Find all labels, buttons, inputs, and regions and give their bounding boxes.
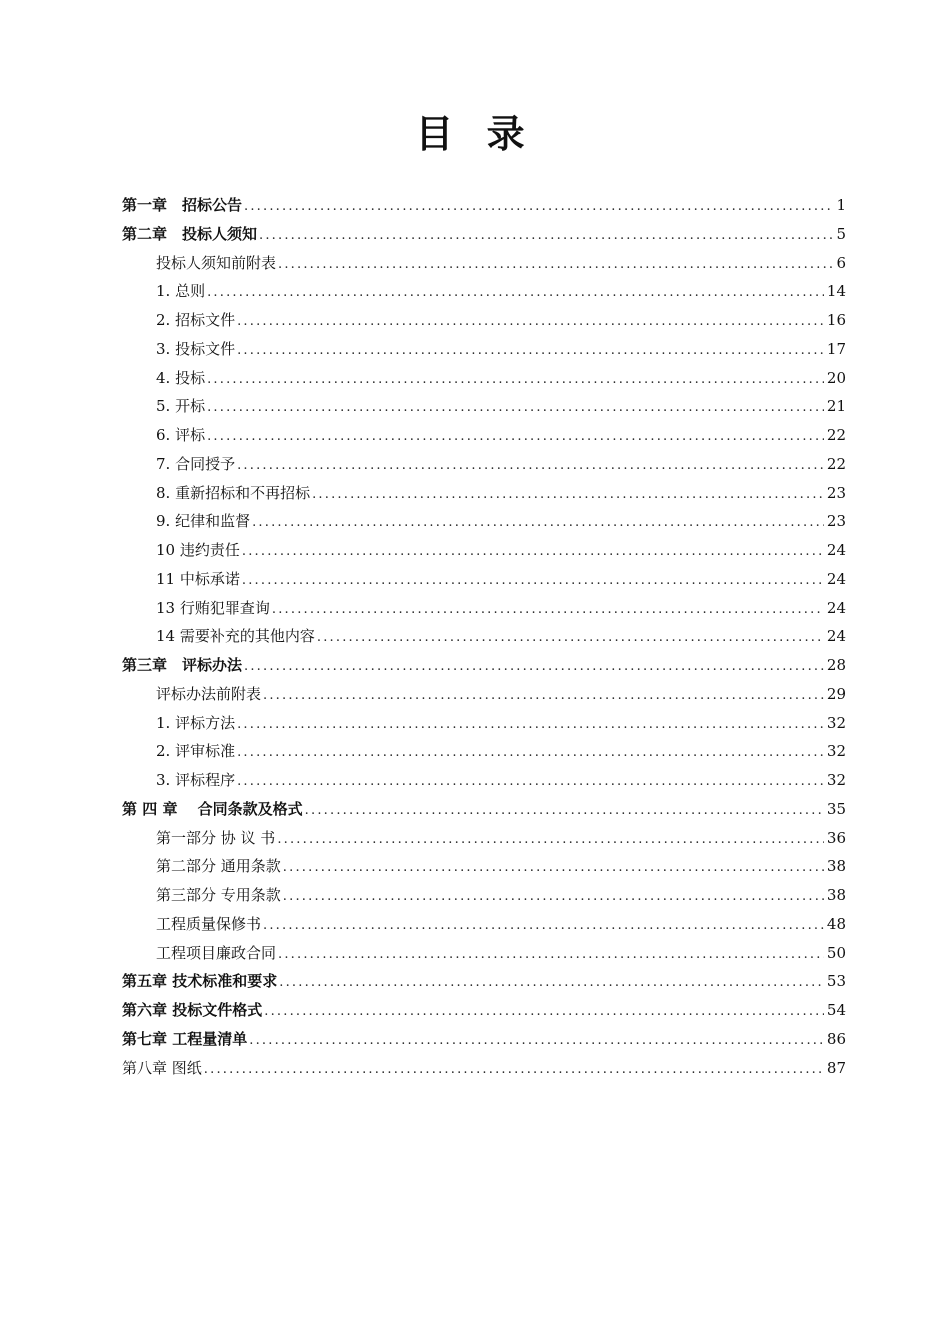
toc-entry-label: 10 违约责任	[156, 541, 240, 559]
toc-entry[interactable]	[122, 824, 846, 853]
toc-entry[interactable]	[122, 594, 846, 623]
toc-page-number: 53	[826, 972, 846, 991]
toc-entry-label: 第三部分 专用条款	[156, 886, 281, 904]
toc-entry-label: 第二部分 通用条款	[156, 857, 281, 876]
toc-entry[interactable]	[122, 852, 846, 881]
toc-dot-leader	[278, 251, 833, 280]
toc-entry[interactable]	[122, 392, 846, 421]
toc-dot-leader	[207, 366, 824, 395]
toc-entry[interactable]	[122, 507, 846, 536]
toc-dot-leader	[242, 538, 824, 567]
toc-entry[interactable]	[122, 335, 846, 364]
toc-page-number: 22	[826, 454, 846, 473]
toc-page-number: 86	[826, 1029, 846, 1048]
toc-dot-leader	[263, 912, 824, 941]
toc-entry[interactable]	[122, 766, 846, 795]
toc-dot-leader	[204, 1056, 824, 1085]
toc-dot-leader	[237, 739, 824, 768]
toc-page-number: 24	[826, 569, 846, 588]
toc-dot-leader	[244, 653, 824, 682]
toc-entry-label: 第 四 章 合同条款及格式	[122, 799, 303, 818]
toc-dot-leader	[305, 797, 824, 826]
toc-entry-label: 第一章 招标公告	[122, 196, 243, 214]
toc-page-number: 24	[826, 627, 846, 646]
toc-entry[interactable]	[122, 622, 846, 651]
toc-page-number: 17	[826, 339, 846, 358]
toc-dot-leader	[278, 941, 824, 970]
toc-entry-label: 第二章 投标人须知	[122, 224, 258, 243]
toc-page-number: 54	[826, 1001, 846, 1019]
toc-page-number: 29	[826, 684, 846, 703]
toc-entry[interactable]	[122, 220, 846, 249]
toc-entry[interactable]	[122, 996, 846, 1025]
table-of-contents	[122, 191, 846, 1082]
toc-dot-leader	[252, 509, 824, 538]
toc-dot-leader	[249, 1027, 824, 1056]
toc-entry[interactable]	[122, 651, 846, 680]
toc-entry[interactable]	[122, 881, 846, 910]
toc-page-number: 1	[836, 196, 846, 214]
toc-entry[interactable]	[122, 277, 846, 306]
toc-page-number: 38	[826, 857, 846, 876]
toc-page-number: 32	[826, 713, 846, 732]
toc-page-number: 20	[826, 368, 846, 387]
toc-dot-leader	[237, 711, 824, 740]
toc-entry-label: 3. 投标文件	[156, 339, 236, 358]
toc-dot-leader	[279, 969, 824, 998]
toc-dot-leader	[259, 222, 833, 251]
toc-dot-leader	[237, 768, 824, 797]
toc-page-number: 36	[826, 828, 846, 847]
toc-page-number: 28	[826, 656, 846, 674]
toc-entry[interactable]	[122, 1025, 846, 1054]
toc-entry-label: 2. 招标文件	[156, 311, 236, 329]
toc-entry-label: 第五章 技术标准和要求	[122, 972, 278, 991]
toc-dot-leader	[317, 624, 824, 653]
toc-page-number: 16	[826, 311, 846, 329]
toc-entry[interactable]	[122, 910, 846, 939]
toc-dot-leader	[237, 308, 824, 337]
toc-dot-leader	[264, 998, 824, 1027]
toc-entry[interactable]	[122, 680, 846, 709]
toc-entry[interactable]	[122, 479, 846, 508]
toc-page-number: 38	[826, 886, 846, 904]
toc-entry[interactable]	[122, 1054, 846, 1083]
toc-page-number: 6	[836, 253, 846, 272]
toc-entry-label: 13 行贿犯罪查询	[156, 598, 270, 617]
toc-entry[interactable]	[122, 565, 846, 594]
toc-dot-leader	[207, 394, 824, 423]
toc-entry-label: 1. 评标方法	[156, 713, 236, 732]
toc-entry-label: 11 中标承诺	[156, 569, 240, 588]
toc-entry-label: 投标人须知前附表	[156, 253, 277, 272]
toc-dot-leader	[207, 423, 824, 452]
toc-page-number: 48	[826, 914, 846, 933]
toc-entry-label: 6. 评标	[156, 426, 206, 444]
toc-page-number: 50	[826, 943, 846, 962]
toc-entry-label: 1. 总则	[156, 282, 206, 301]
toc-entry[interactable]	[122, 249, 846, 278]
page-title: 目 录	[415, 111, 535, 156]
toc-entry[interactable]	[122, 364, 846, 393]
toc-page-number: 22	[826, 426, 846, 444]
toc-entry-label: 9. 纪律和监督	[156, 512, 251, 531]
toc-entry[interactable]	[122, 191, 846, 220]
toc-entry-label: 工程质量保修书	[156, 914, 262, 933]
toc-page-number: 24	[826, 541, 846, 559]
toc-entry[interactable]	[122, 939, 846, 968]
toc-entry-label: 2. 评审标准	[156, 742, 236, 761]
toc-dot-leader	[244, 193, 833, 222]
toc-dot-leader	[283, 883, 824, 912]
toc-dot-leader	[277, 826, 824, 855]
toc-entry[interactable]	[122, 306, 846, 335]
toc-entry[interactable]	[122, 421, 846, 450]
toc-page-number: 23	[826, 483, 846, 502]
toc-entry-label: 7. 合同授予	[156, 454, 236, 473]
toc-page-number: 87	[826, 1058, 846, 1077]
toc-entry[interactable]	[122, 795, 846, 824]
toc-entry[interactable]	[122, 450, 846, 479]
toc-dot-leader	[242, 567, 824, 596]
toc-entry[interactable]	[122, 967, 846, 996]
toc-page-number: 24	[826, 598, 846, 617]
toc-page-number: 32	[826, 771, 846, 789]
toc-entry-label: 第八章 图纸	[122, 1058, 202, 1077]
toc-entry-label: 3. 评标程序	[156, 771, 236, 789]
toc-entry-label: 第七章 工程量清单	[122, 1029, 248, 1048]
toc-entry-label: 第三章 评标办法	[122, 656, 243, 674]
toc-entry[interactable]	[122, 737, 846, 766]
toc-dot-leader	[283, 854, 824, 883]
toc-entry-label: 第六章 投标文件格式	[122, 1001, 263, 1019]
toc-dot-leader	[272, 596, 824, 625]
toc-entry-label: 8. 重新招标和不再招标	[156, 483, 311, 502]
toc-page-number: 5	[836, 224, 846, 243]
toc-page-number: 14	[826, 282, 846, 301]
toc-dot-leader	[237, 452, 824, 481]
toc-page-number: 35	[826, 799, 846, 818]
toc-entry-label: 第一部分 协 议 书	[156, 828, 276, 847]
toc-page-number: 21	[826, 397, 846, 416]
toc-entry-label: 评标办法前附表	[156, 684, 262, 703]
toc-entry-label: 5. 开标	[156, 397, 206, 416]
toc-page-number: 32	[826, 742, 846, 761]
toc-page-number: 23	[826, 512, 846, 531]
toc-entry[interactable]	[122, 709, 846, 738]
toc-entry[interactable]	[122, 536, 846, 565]
toc-entry-label: 4. 投标	[156, 368, 206, 387]
toc-entry-label: 工程项目廉政合同	[156, 943, 277, 962]
toc-dot-leader	[207, 279, 824, 308]
toc-dot-leader	[312, 481, 824, 510]
toc-entry-label: 14 需要补充的其他内容	[156, 627, 315, 646]
toc-dot-leader	[263, 682, 824, 711]
toc-dot-leader	[237, 337, 824, 366]
